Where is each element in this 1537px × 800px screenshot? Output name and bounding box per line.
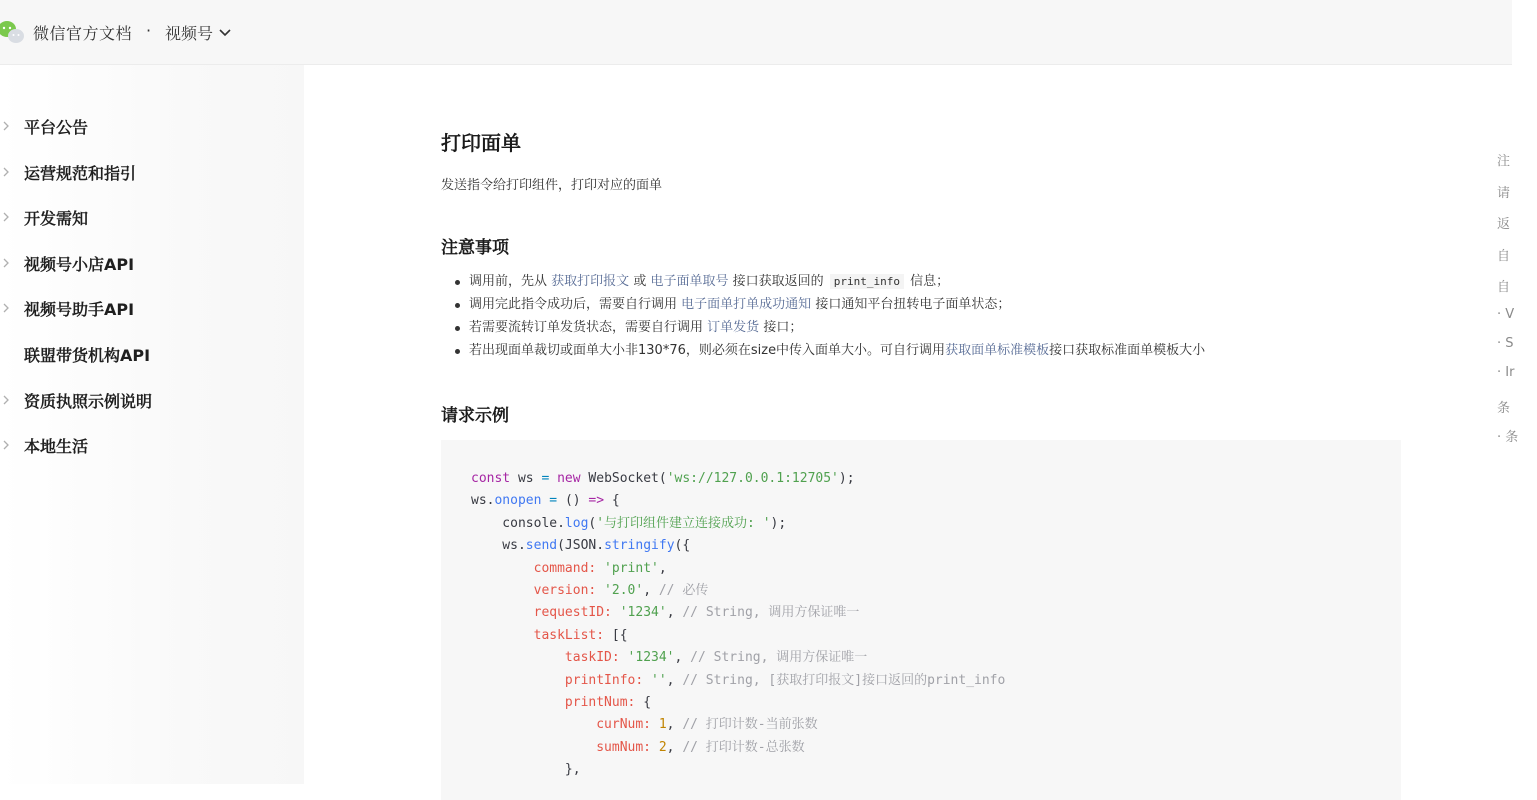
toc-item[interactable]: 返 xyxy=(1497,217,1511,232)
section-label: 视频号 xyxy=(165,24,214,43)
sidebar-item-license-examples[interactable] xyxy=(0,385,300,415)
toc-item[interactable]: · 条 xyxy=(1497,430,1519,445)
site-title[interactable]: 微信官方文档 xyxy=(33,24,133,43)
sidebar-item-dev-notes[interactable] xyxy=(0,202,300,232)
chevron-down-icon xyxy=(219,29,231,37)
chevron-right-icon xyxy=(1,393,11,407)
toc-item[interactable]: 条 xyxy=(1497,401,1511,416)
toc-item[interactable]: 请 xyxy=(1497,186,1511,201)
list-item xyxy=(441,270,1205,293)
e-waybill-number-link[interactable]: 电子面单取号 xyxy=(650,274,729,289)
section-switcher[interactable] xyxy=(165,21,231,44)
chevron-right-icon xyxy=(1,210,11,224)
code-block[interactable] xyxy=(441,440,1401,800)
chevron-right-icon xyxy=(1,256,11,270)
inline-code-print-info: print_info xyxy=(830,274,904,289)
example-heading: 请求示例 xyxy=(441,406,509,426)
note-text: 或 xyxy=(633,274,647,289)
toc-item[interactable]: · V xyxy=(1497,307,1515,322)
toc-item[interactable]: 自 xyxy=(1497,280,1511,295)
note-text: 若出现面单裁切或面单大小非130*76，则必须在size中传入面单大小。可自行调用 xyxy=(469,343,946,358)
sidebar-item-assistant-api[interactable] xyxy=(0,293,300,323)
sidebar-item-affiliate-api[interactable] xyxy=(0,339,300,369)
sidebar-item-label: 资质执照示例说明 xyxy=(24,391,153,411)
toc-item[interactable]: · S xyxy=(1497,336,1514,351)
toc-item[interactable]: 注 xyxy=(1497,154,1511,169)
top-navbar xyxy=(0,0,1512,65)
print-success-notify-link[interactable]: 电子面单打单成功通知 xyxy=(681,297,812,312)
note-text: 接口通知平台扭转电子面单状态； xyxy=(815,297,1011,312)
sidebar-item-label: 运营规范和指引 xyxy=(24,163,137,183)
notes-list xyxy=(441,270,1205,362)
page-title: 打印面单 xyxy=(441,131,521,155)
notes-heading: 注意事项 xyxy=(441,238,509,258)
sidebar-item-label: 联盟带货机构API xyxy=(24,345,151,365)
list-item xyxy=(441,316,1205,339)
note-text: 调用前，先从 xyxy=(469,274,548,289)
title-separator: · xyxy=(146,21,152,40)
sidebar-item-label: 本地生活 xyxy=(24,436,89,456)
get-print-message-link[interactable]: 获取打印报文 xyxy=(551,274,630,289)
sidebar-item-operation-guidelines[interactable] xyxy=(0,157,300,187)
sidebar-item-platform-announcements[interactable] xyxy=(0,111,300,141)
code-content: const ws = new WebSocket('ws://127.0.0.1:12705'); ws.onopen = () => { console.log('与打印组件建立连接成功: '); ws.send(JSON.stringify({ command: 'print', version: '2.0', // 必传 requestID: '1234', // String, 调用方保证唯一 taskList: [{ taskID: '1234', // String, 调用方保证唯一 printInfo: '', // String, [获取打印报文]接口返回的print_info printNum: { curNum: 1, // 打印计数-当前张数 sumNum: 2, // 打印计数-总张数 }, xyxy=(471,471,1006,778)
sidebar-item-shop-api[interactable] xyxy=(0,248,300,278)
note-text: 接口； xyxy=(763,320,803,335)
wechat-logo-icon[interactable] xyxy=(0,20,26,44)
standard-template-link[interactable]: 获取面单标准模板 xyxy=(945,343,1050,358)
note-text: 接口获取标准面单模板大小 xyxy=(1049,343,1206,358)
chevron-right-icon xyxy=(1,119,11,133)
sidebar-item-label: 平台公告 xyxy=(24,117,89,137)
note-text: 信息； xyxy=(910,274,950,289)
order-shipping-link[interactable]: 订单发货 xyxy=(707,320,760,335)
note-text: 调用完此指令成功后，需要自行调用 xyxy=(469,297,678,312)
sidebar-item-label: 视频号助手API xyxy=(24,299,135,319)
page-description: 发送指令给打印组件，打印对应的面单 xyxy=(441,178,663,193)
toc-item[interactable]: · Ir xyxy=(1497,365,1515,380)
chevron-right-icon xyxy=(1,301,11,315)
chevron-right-icon xyxy=(1,165,11,179)
sidebar-item-local-life[interactable] xyxy=(0,430,300,460)
chevron-right-icon xyxy=(1,438,11,452)
sidebar-item-label: 开发需知 xyxy=(24,208,89,228)
toc-item[interactable]: 自 xyxy=(1497,249,1511,264)
list-item xyxy=(441,293,1205,316)
note-text: 若需要流转订单发货状态，需要自行调用 xyxy=(469,320,704,335)
note-text: 接口获取返回的 xyxy=(732,274,824,289)
sidebar-item-label: 视频号小店API xyxy=(24,254,135,274)
sidebar-nav xyxy=(0,65,304,784)
list-item xyxy=(441,339,1205,362)
